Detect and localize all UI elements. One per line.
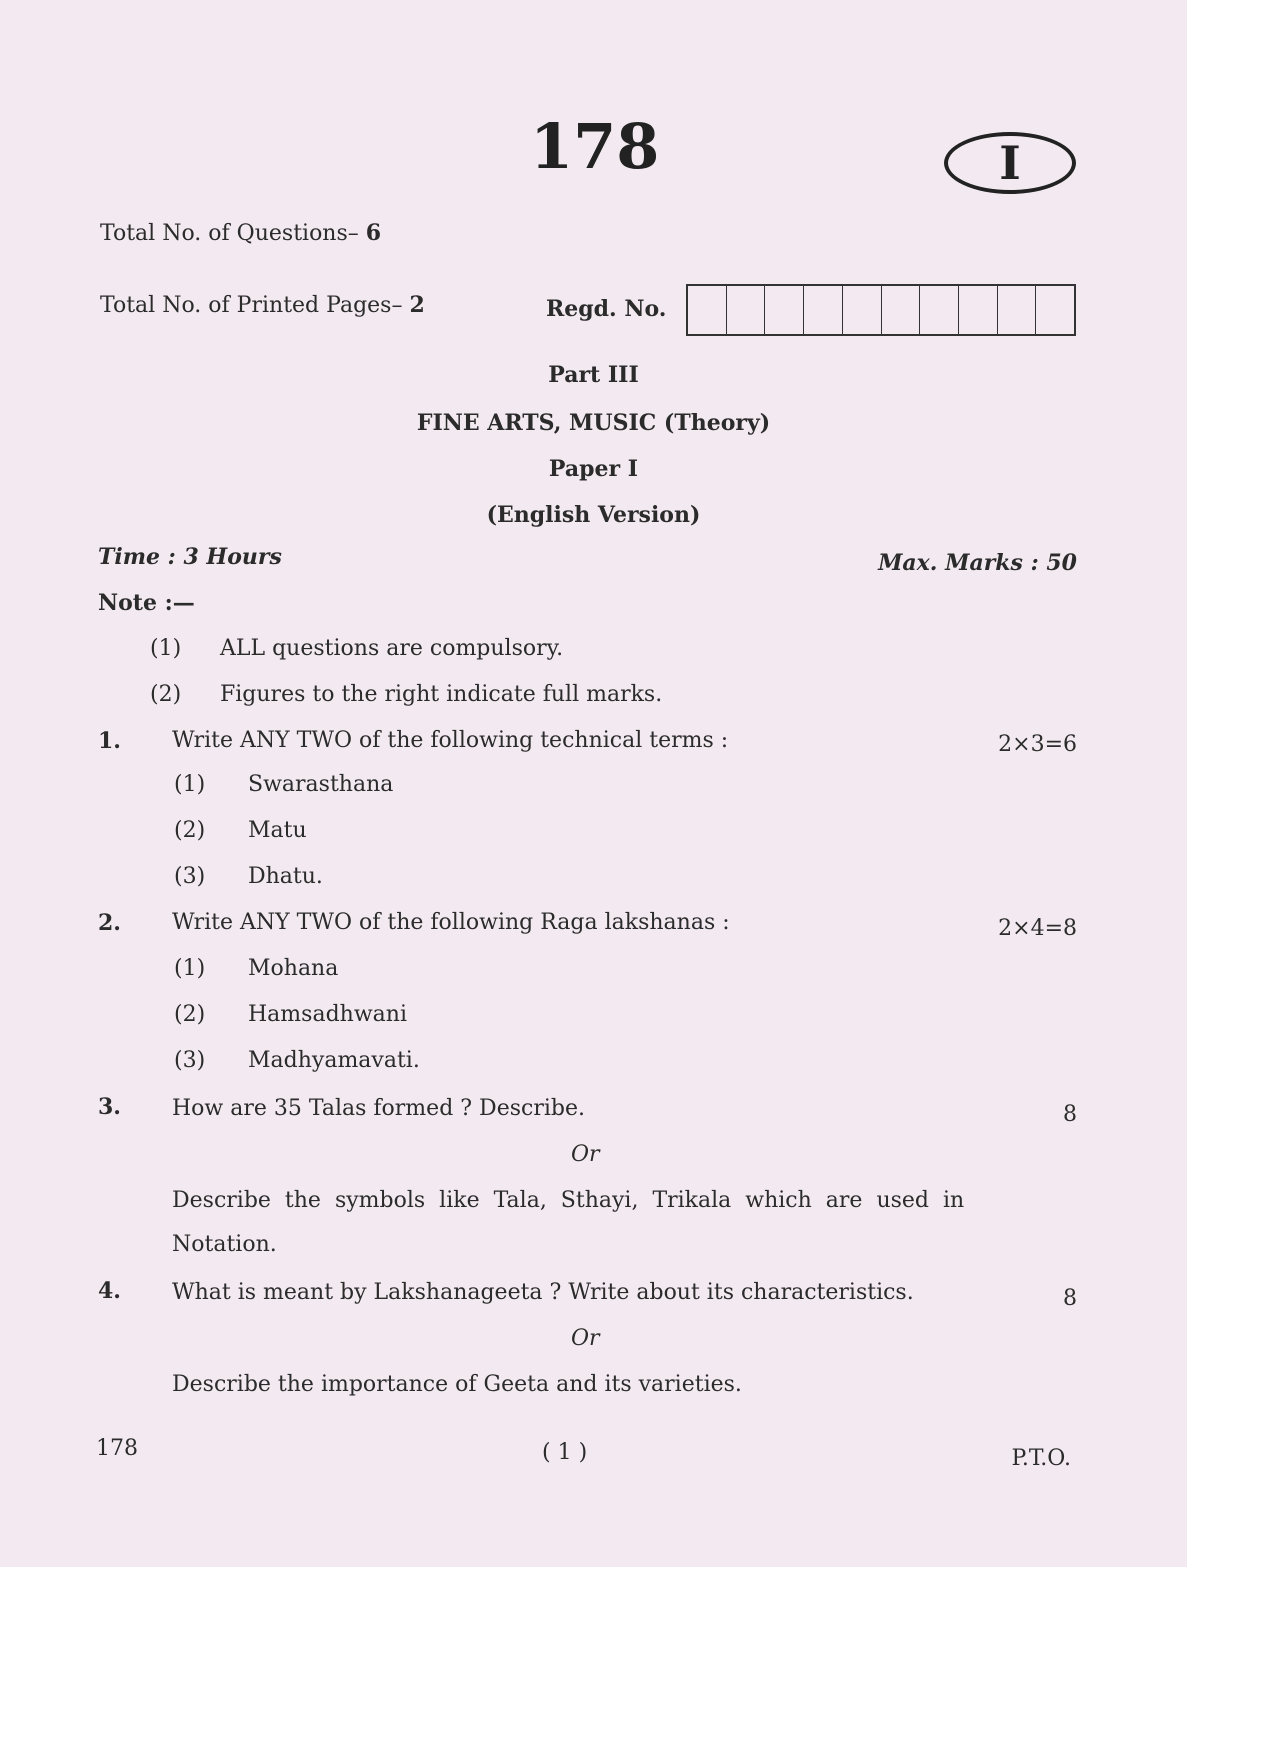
pto-marker: P.T.O. [1011, 1446, 1071, 1471]
set-code-oval [944, 132, 1076, 194]
regd-label: Regd. No. [546, 296, 667, 322]
note-item [150, 636, 563, 661]
option-number: (2) [174, 818, 206, 843]
regd-digit-box[interactable] [920, 286, 959, 334]
part-title: Part III [548, 362, 639, 388]
regd-digit-box[interactable] [998, 286, 1037, 334]
regd-digit-box[interactable] [804, 286, 843, 334]
total-questions-label: Total No. of Questions– [100, 221, 359, 246]
alternate-question-text: Describe the symbols like Tala, Sthayi, Trikala which are used in [172, 1188, 965, 1213]
regd-digit-box[interactable] [727, 286, 766, 334]
total-pages-value: 2 [409, 292, 425, 318]
option-text: Mohana [248, 956, 339, 981]
regd-digit-box[interactable] [959, 286, 998, 334]
regd-digit-box[interactable] [765, 286, 804, 334]
note-item-text: Figures to the right indicate full marks. [220, 682, 663, 707]
option-number: (3) [174, 1048, 206, 1073]
question-text: What is meant by Lakshanageeta ? Write about its characteristics. [172, 1280, 914, 1305]
note-item-number: (1) [150, 636, 182, 661]
regd-digit-box[interactable] [688, 286, 727, 334]
option-text: Swarasthana [248, 772, 394, 797]
total-pages-label: Total No. of Printed Pages– [100, 293, 403, 318]
question-number: 3. [98, 1094, 121, 1120]
question-number: 1. [98, 728, 121, 754]
or-separator: Or [571, 1142, 600, 1167]
question-text: Write ANY TWO of the following technical terms : [172, 728, 729, 753]
question-marks: 2×3=6 [998, 732, 1077, 757]
paper-code: 178 [530, 110, 660, 183]
note-item [150, 682, 662, 707]
option-number: (1) [174, 772, 206, 797]
question-marks: 2×4=8 [998, 916, 1077, 941]
time-allowed: Time : 3 Hours [98, 544, 282, 570]
question-option [174, 956, 338, 981]
note-item-number: (2) [150, 682, 182, 707]
regd-number-boxes[interactable] [686, 284, 1076, 336]
regd-digit-box[interactable] [843, 286, 882, 334]
option-number: (1) [174, 956, 206, 981]
or-separator: Or [571, 1326, 600, 1351]
question-marks: 8 [1063, 1102, 1077, 1127]
option-number: (3) [174, 864, 206, 889]
question-number: 2. [98, 910, 121, 936]
option-text: Matu [248, 818, 307, 843]
paper-title: Paper I [548, 456, 639, 482]
note-item-text: ALL questions are compulsory. [220, 636, 564, 661]
question-option [174, 772, 393, 797]
total-questions [100, 220, 381, 246]
regd-digit-box[interactable] [882, 286, 921, 334]
question-marks: 8 [1063, 1286, 1077, 1311]
alternate-question-text: Describe the importance of Geeta and its varieties. [172, 1372, 742, 1397]
set-code: I [999, 136, 1021, 190]
total-questions-value: 6 [365, 220, 382, 246]
option-number: (2) [174, 1002, 206, 1027]
question-number: 4. [98, 1278, 121, 1304]
option-text: Madhyamavati. [248, 1048, 420, 1073]
note-heading: Note :— [98, 590, 195, 616]
option-text: Hamsadhwani [248, 1002, 407, 1027]
subject-title: FINE ARTS, MUSIC (Theory) [416, 410, 771, 436]
total-pages [100, 292, 425, 318]
question-option [174, 1002, 407, 1027]
alternate-question-text-continued: Notation. [172, 1232, 277, 1257]
question-option [174, 864, 323, 889]
question-text: Write ANY TWO of the following Raga lakshanas : [172, 910, 730, 935]
footer-code: 178 [96, 1436, 138, 1461]
max-marks: Max. Marks : 50 [878, 550, 1077, 576]
question-text: How are 35 Talas formed ? Describe. [172, 1096, 585, 1121]
page-number: ( 1 ) [542, 1440, 588, 1465]
question-option [174, 1048, 420, 1073]
question-option [174, 818, 307, 843]
option-text: Dhatu. [248, 864, 323, 889]
regd-digit-box[interactable] [1036, 286, 1074, 334]
version-title: (English Version) [486, 502, 701, 528]
